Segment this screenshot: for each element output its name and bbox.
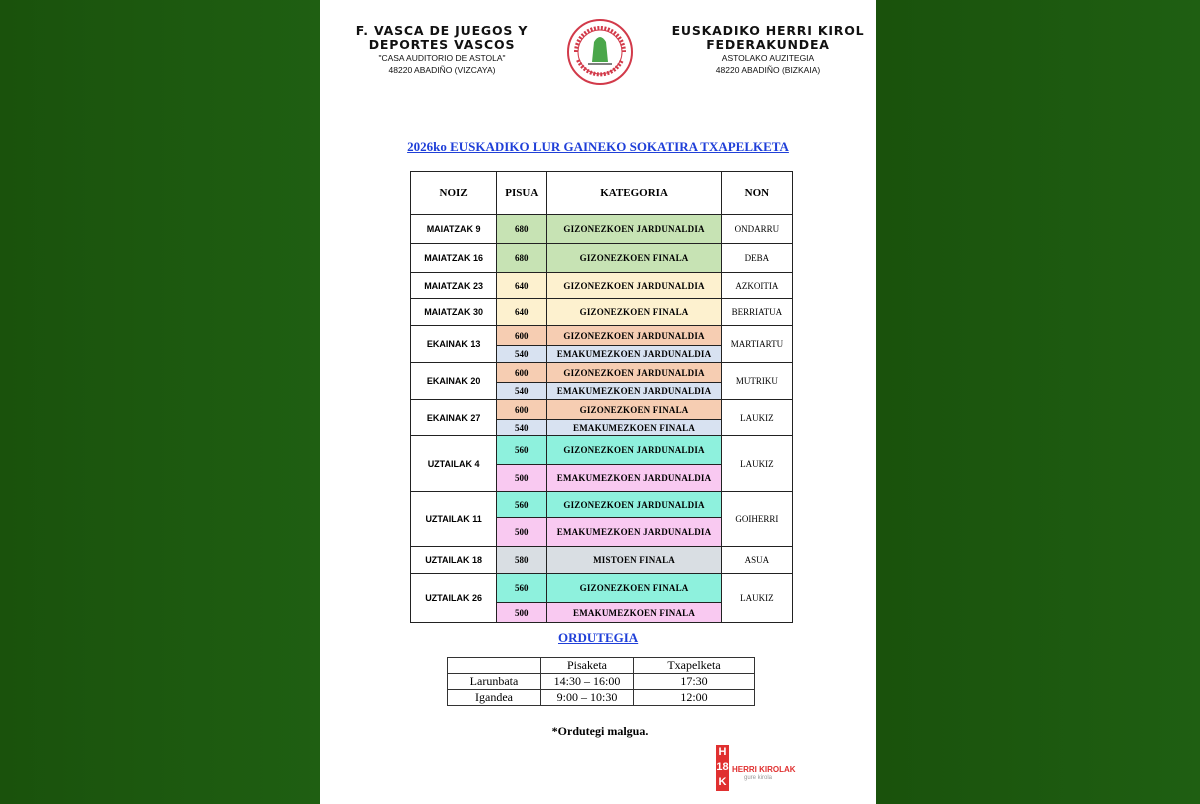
weight-cell: 560 [497, 574, 547, 603]
federation-seal-icon [566, 18, 634, 86]
herri-kirolak-logo [716, 745, 796, 791]
date-cell: UZTAILAK 4 [411, 436, 497, 492]
weight-cell: 680 [497, 215, 547, 244]
table-row [411, 436, 793, 465]
category-cell: GIZONEZKOEN JARDUNALDIA [547, 492, 721, 518]
header-noiz: NOIZ [411, 172, 497, 215]
weight-cell: 560 [497, 492, 547, 518]
category-cell: EMAKUMEZKOEN FINALA [547, 603, 721, 623]
category-cell: GIZONEZKOEN FINALA [547, 400, 721, 420]
table-row [411, 574, 793, 603]
weight-cell: 500 [497, 518, 547, 547]
category-cell: EMAKUMEZKOEN JARDUNALDIA [547, 383, 721, 400]
table-row [411, 547, 793, 574]
weight-cell: 500 [497, 465, 547, 492]
category-cell: GIZONEZKOEN JARDUNALDIA [547, 363, 721, 383]
weight-cell: 540 [497, 383, 547, 400]
table-row [411, 492, 793, 518]
venue-cell: MARTIARTU [721, 326, 792, 363]
herri-kirolak-brand: HERRI KIROLAK [732, 765, 796, 774]
weight-cell: 500 [497, 603, 547, 623]
venue-cell: MUTRIKU [721, 363, 792, 400]
ordutegia-pisaketa: 9:00 – 10:30 [541, 690, 634, 706]
ordutegia-pisaketa: 14:30 – 16:00 [541, 674, 634, 690]
ordutegia-row [448, 690, 755, 706]
weight-cell: 640 [497, 273, 547, 299]
header-non: NON [721, 172, 792, 215]
weight-cell: 600 [497, 363, 547, 383]
table-row [411, 326, 793, 346]
left-org-header [340, 24, 544, 76]
venue-cell: ONDARRU [721, 215, 792, 244]
schedule-note: *Ordutegi malgua. [551, 724, 649, 738]
weight-cell: 540 [497, 346, 547, 363]
venue-cell: LAUKIZ [721, 400, 792, 436]
right-org-name-2: FEDERAKUNDEA [706, 37, 830, 52]
weight-cell: 600 [497, 326, 547, 346]
table-row [411, 299, 793, 326]
venue-cell: ASUA [721, 547, 792, 574]
category-cell: EMAKUMEZKOEN FINALA [547, 420, 721, 436]
category-cell: GIZONEZKOEN FINALA [547, 299, 721, 326]
document-title: 2026ko EUSKADIKO LUR GAINEKO SOKATIRA TXAPELKETA [407, 139, 789, 154]
category-cell: GIZONEZKOEN JARDUNALDIA [547, 436, 721, 465]
category-cell: GIZONEZKOEN JARDUNALDIA [547, 215, 721, 244]
ordutegia-header-row [448, 658, 755, 674]
table-row [411, 400, 793, 420]
venue-cell: GOIHERRI [721, 492, 792, 547]
h18k-letters: H 18 K [716, 745, 729, 791]
ordutegia-header-empty [448, 658, 541, 674]
schedule-table [410, 171, 793, 623]
date-cell: EKAINAK 13 [411, 326, 497, 363]
date-cell: EKAINAK 27 [411, 400, 497, 436]
ordutegia-title: ORDUTEGIA [558, 630, 639, 645]
date-cell: MAIATZAK 30 [411, 299, 497, 326]
document-page [320, 0, 876, 804]
weight-cell: 640 [497, 299, 547, 326]
ordutegia-day: Larunbata [448, 674, 541, 690]
date-cell: UZTAILAK 18 [411, 547, 497, 574]
venue-cell: BERRIATUA [721, 299, 792, 326]
right-org-address: 48220 ABADIÑO (BIZKAIA) [715, 65, 821, 75]
table-row [411, 244, 793, 273]
ordutegia-day: Igandea [448, 690, 541, 706]
category-cell: EMAKUMEZKOEN JARDUNALDIA [547, 465, 721, 492]
weight-cell: 560 [497, 436, 547, 465]
table-row [411, 363, 793, 383]
background-left [0, 0, 320, 804]
category-cell: GIZONEZKOEN JARDUNALDIA [547, 273, 721, 299]
left-org-venue: "CASA AUDITORIO DE ASTOLA" [378, 53, 506, 63]
venue-cell: LAUKIZ [721, 436, 792, 492]
ordutegia-header-pisaketa: Pisaketa [541, 658, 634, 674]
left-org-name-1: F. VASCA DE JUEGOS Y [355, 23, 529, 38]
header-kategoria: KATEGORIA [547, 172, 721, 215]
table-row [411, 273, 793, 299]
weight-cell: 580 [497, 547, 547, 574]
right-org-header [668, 24, 868, 76]
category-cell: MISTOEN FINALA [547, 547, 721, 574]
category-cell: GIZONEZKOEN FINALA [547, 574, 721, 603]
ordutegia-header-txapelketa: Txapelketa [634, 658, 755, 674]
date-cell: UZTAILAK 11 [411, 492, 497, 547]
category-cell: GIZONEZKOEN FINALA [547, 244, 721, 273]
date-cell: EKAINAK 20 [411, 363, 497, 400]
weight-cell: 600 [497, 400, 547, 420]
schedule-header-row [411, 172, 793, 215]
left-org-name-2: DEPORTES VASCOS [368, 37, 516, 52]
header-pisua: PISUA [497, 172, 547, 215]
date-cell: MAIATZAK 16 [411, 244, 497, 273]
background-right [876, 0, 1200, 804]
herri-kirolak-tagline: gure kirola [744, 775, 773, 781]
right-org-name-1: EUSKADIKO HERRI KIROL [671, 23, 865, 38]
venue-cell: DEBA [721, 244, 792, 273]
category-cell: EMAKUMEZKOEN JARDUNALDIA [547, 518, 721, 547]
date-cell: MAIATZAK 23 [411, 273, 497, 299]
right-org-venue: ASTOLAKO AUZITEGIA [721, 53, 815, 63]
ordutegia-table [447, 657, 755, 706]
category-cell: GIZONEZKOEN JARDUNALDIA [547, 326, 721, 346]
venue-cell: LAUKIZ [721, 574, 792, 623]
date-cell: UZTAILAK 26 [411, 574, 497, 623]
ordutegia-row [448, 674, 755, 690]
left-org-address: 48220 ABADIÑO (VIZCAYA) [388, 65, 496, 75]
table-row [411, 215, 793, 244]
ordutegia-txapelketa: 12:00 [634, 690, 755, 706]
venue-cell: AZKOITIA [721, 273, 792, 299]
weight-cell: 680 [497, 244, 547, 273]
category-cell: EMAKUMEZKOEN JARDUNALDIA [547, 346, 721, 363]
date-cell: MAIATZAK 9 [411, 215, 497, 244]
ordutegia-txapelketa: 17:30 [634, 674, 755, 690]
weight-cell: 540 [497, 420, 547, 436]
